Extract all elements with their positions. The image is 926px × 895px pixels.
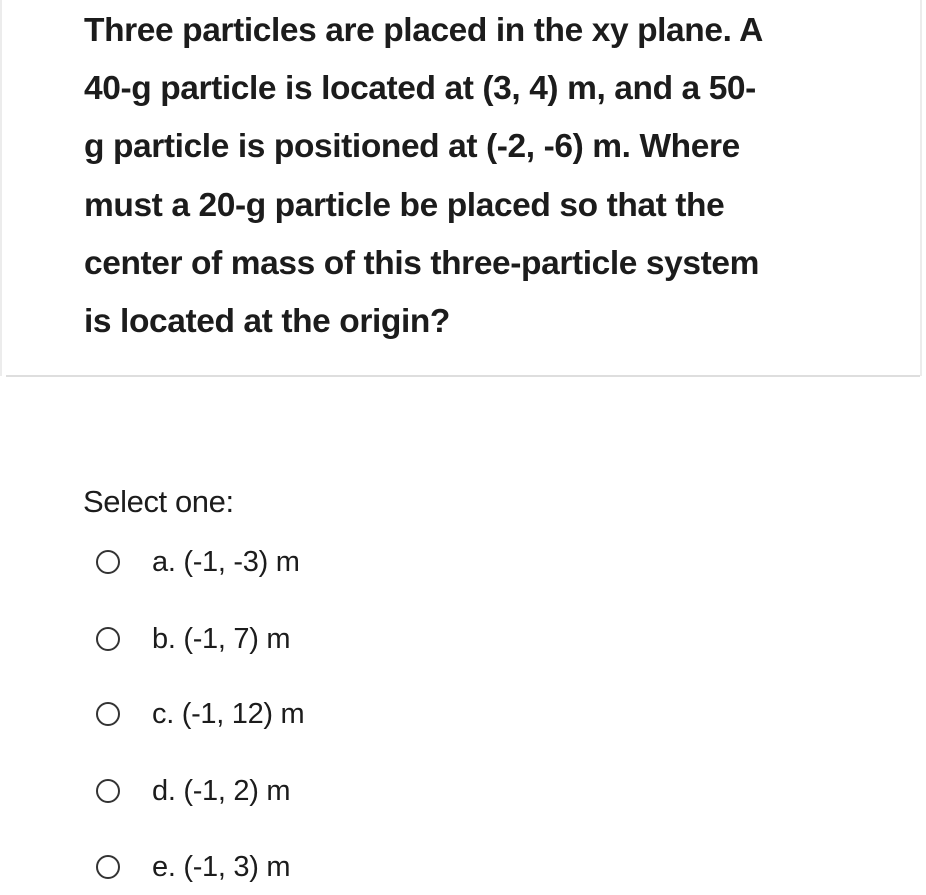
section-divider xyxy=(6,375,920,377)
radio-button-b[interactable] xyxy=(96,627,120,651)
question-line: must a 20-g particle be placed so that the xyxy=(84,186,725,224)
option-label-c: c. (-1, 12) m xyxy=(152,697,305,730)
radio-button-c[interactable] xyxy=(96,702,120,726)
option-label-e: e. (-1, 3) m xyxy=(152,850,291,883)
question-line: Three particles are placed in the xy plane. A xyxy=(84,12,763,49)
question-card xyxy=(0,0,922,376)
option-label-a: a. (-1, -3) m xyxy=(152,545,300,578)
question-line: 40-g particle is located at (3, 4) m, and a 50- xyxy=(84,70,756,108)
radio-button-e[interactable] xyxy=(96,855,120,879)
option-c[interactable] xyxy=(96,692,304,736)
option-label-d: d. (-1, 2) m xyxy=(152,774,291,807)
option-e[interactable] xyxy=(96,845,290,889)
option-b[interactable] xyxy=(96,617,290,661)
radio-button-d[interactable] xyxy=(96,779,120,803)
question-line: g particle is positioned at (-2, -6) m. Where xyxy=(84,128,740,166)
option-label-b: b. (-1, 7) m xyxy=(152,622,291,655)
question-line: is located at the origin? xyxy=(84,303,450,341)
radio-button-a[interactable] xyxy=(96,550,120,574)
select-one-prompt: Select one: xyxy=(83,484,234,519)
question-line: center of mass of this three-particle system xyxy=(84,244,759,282)
option-d[interactable] xyxy=(96,769,290,813)
option-a[interactable] xyxy=(96,540,300,584)
question-text xyxy=(84,2,884,351)
